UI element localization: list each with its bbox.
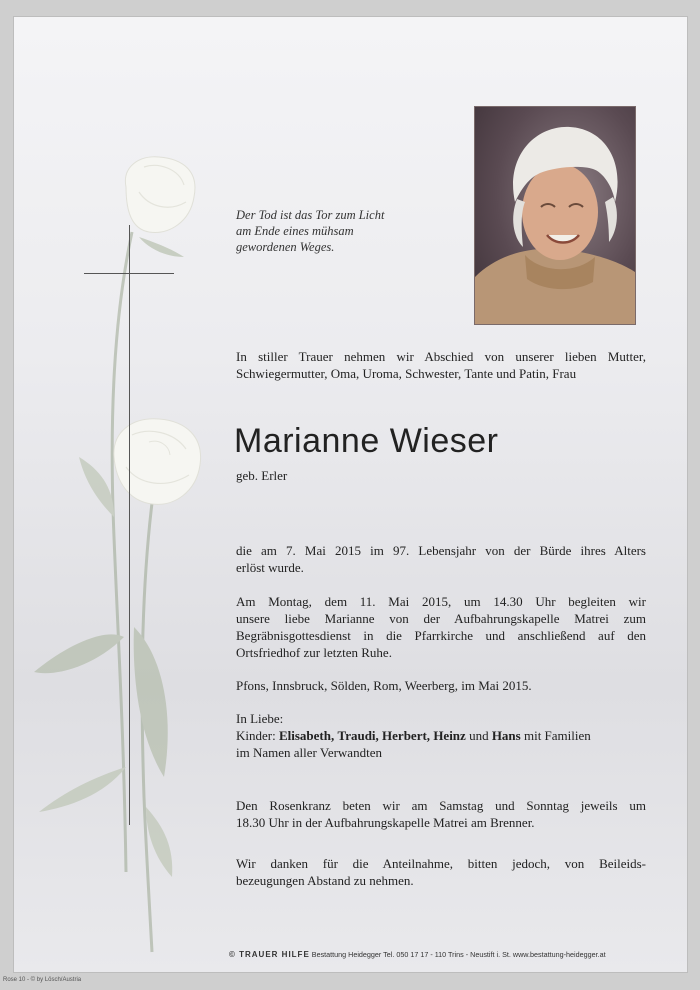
memorial-quote (236, 207, 436, 255)
deceased-name: Marianne Wieser (234, 422, 499, 460)
thanks-line: Wir danken für die Anteilnahme, bitten jedoch, von Beileids- (236, 856, 646, 871)
rosary-notice (236, 797, 646, 831)
intro-text (236, 348, 646, 382)
child-name: Traudi, (337, 728, 379, 743)
death-notice-line: die am 7. Mai 2015 im 97. Lebensjahr von der Bürde ihres Alters (236, 543, 646, 558)
funeral-line: Begräbnisgottesdienst in die Pfarrkirche und anschließend auf den (236, 628, 646, 643)
mourners-heading: In Liebe: (236, 711, 284, 726)
funeral-details (236, 593, 646, 661)
portrait-photo (474, 106, 636, 325)
conjunction: und (465, 728, 492, 743)
children-line (236, 727, 646, 744)
quote-line: am Ende eines mühsam (236, 224, 354, 238)
rosary-line: 18.30 Uhr in der Aufbahrungskapelle Matrei am Brenner. (236, 815, 535, 830)
child-name: Herbert, (382, 728, 431, 743)
places-date: Pfons, Innsbruck, Sölden, Rom, Weerberg, im Mai 2015. (236, 678, 532, 693)
funeral-line: Ortsfriedhof zur letzten Ruhe. (236, 645, 392, 660)
relatives-line: im Namen aller Verwandten (236, 745, 382, 760)
footer-text: Bestattung Heidegger Tel. 050 17 17 - 110 Trins - Neustift i. St. www.bestattung-heidegger.at (311, 950, 606, 959)
cross-vertical-bar (129, 225, 130, 825)
intro-line: In stiller Trauer nehmen wir Abschied von unserer lieben Mutter, (236, 349, 646, 364)
child-name: Elisabeth, (278, 728, 335, 743)
quote-line: Der Tod ist das Tor zum Licht (236, 208, 385, 222)
maiden-name: geb. Erler (236, 468, 288, 483)
funeral-line: Am Montag, dem 11. Mai 2015, um 14.30 Uhr begleiten wir (236, 594, 646, 609)
funeral-line: unsere liebe Marianne von der Aufbahrungskapelle Matrei zum (236, 611, 646, 626)
intro-line: Schwiegermutter, Oma, Uroma, Schwester, Tante und Patin, Frau (236, 366, 577, 381)
image-credit: Rose 10 - © by Lösch/Austria (3, 977, 82, 983)
cross-horizontal-bar (84, 273, 174, 274)
thanks-notice (236, 855, 646, 889)
footer (229, 950, 679, 959)
portrait-image (475, 107, 635, 324)
rosary-line: Den Rosenkranz beten wir am Samstag und Sonntag jeweils um (236, 798, 646, 813)
death-notice-line: erlöst wurde. (236, 560, 304, 575)
quote-line: gewordenen Weges. (236, 240, 335, 254)
children-suffix: mit Familien (520, 728, 591, 743)
child-name: Hans (491, 728, 521, 743)
thanks-line: bezeugungen Abstand zu nehmen. (236, 873, 414, 888)
death-notice (236, 542, 646, 576)
obituary-card (13, 16, 688, 973)
child-name: Heinz (433, 728, 466, 743)
mourners (236, 710, 646, 761)
footer-brand: © TRAUER HILFE (229, 950, 310, 959)
kinder-prefix: Kinder: (236, 728, 279, 743)
